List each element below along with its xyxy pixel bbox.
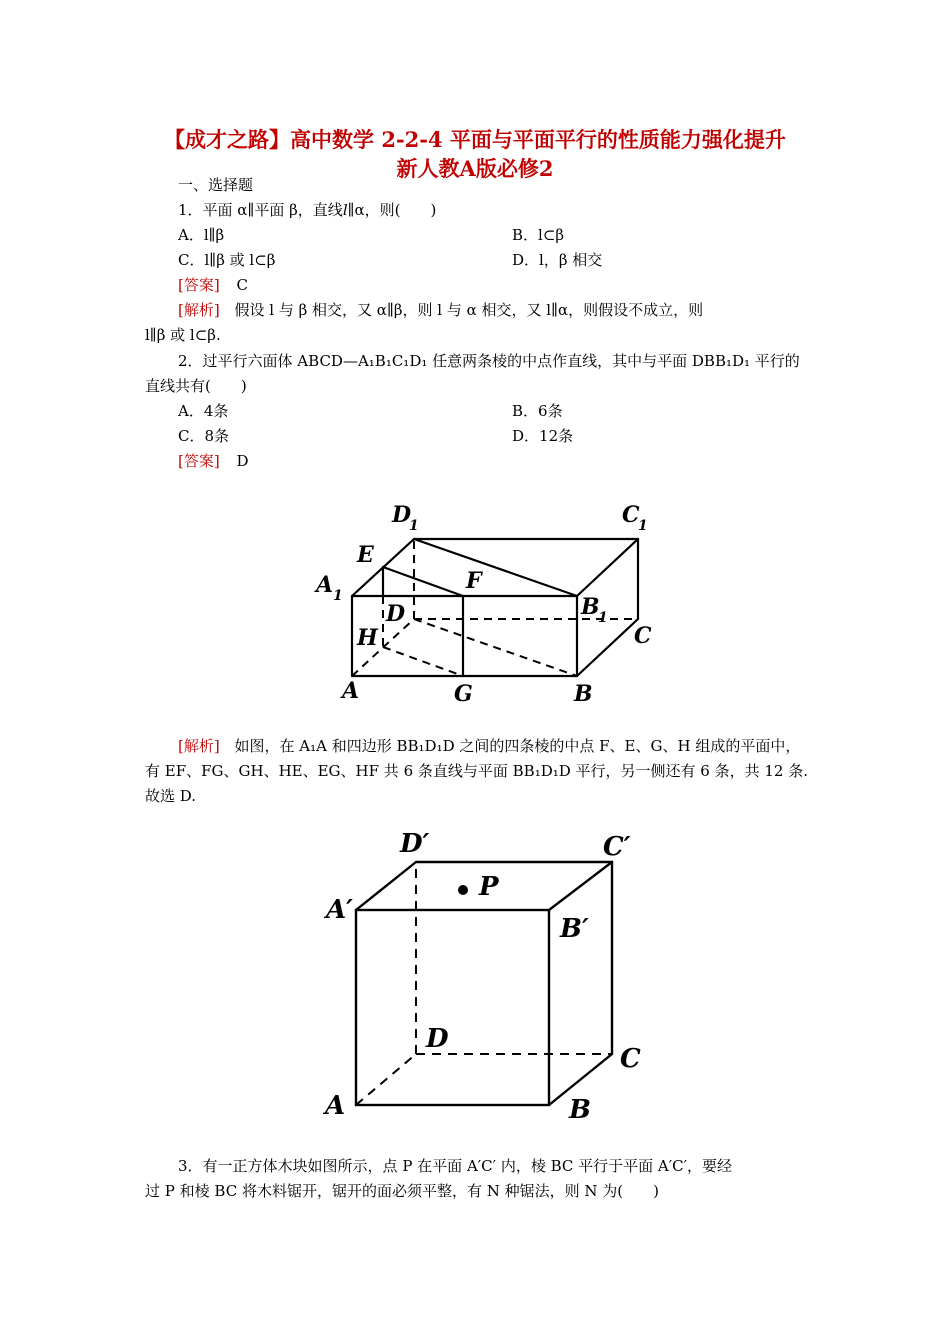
- q1-analysis-line2: l∥β 或 l⊂β.: [145, 326, 221, 344]
- q3-stem-line2: 过 P 和棱 BC 将木料锯开，锯开的面必须平整，有 N 种锯法，则 N 为( ): [145, 1182, 659, 1200]
- q1-analysis: [178, 299, 703, 320]
- document-title-line1: 【成才之路】高中数学 2-2-4 平面与平面平行的性质能力强化提升: [164, 127, 786, 152]
- label-a: A: [342, 678, 360, 704]
- label-d: D: [386, 601, 406, 627]
- q2-analysis: [178, 735, 800, 756]
- q2-option-a: A．4条: [178, 402, 229, 420]
- label-c-prime: C′: [603, 832, 631, 862]
- q1-stem-post: ∥α，则( ): [347, 201, 437, 219]
- q2-option-b: B．6条: [512, 402, 563, 420]
- label-b-prime: B′: [560, 914, 589, 944]
- label-a1: A: [316, 572, 334, 598]
- label-d: D: [426, 1024, 449, 1054]
- q1-option-d: D．l，β 相交: [512, 251, 603, 269]
- q1-option-a: A．l∥β: [178, 226, 225, 244]
- label-p: P: [479, 872, 499, 902]
- hidden-edge-a-d: [356, 1054, 416, 1105]
- label-c1-sub: 1: [638, 518, 648, 534]
- q1-answer: [178, 274, 248, 295]
- label-d1-sub: 1: [409, 518, 419, 534]
- q2-analysis-line3: 故选 D.: [145, 787, 197, 805]
- q1-answer-value: C: [236, 276, 248, 294]
- q2-analysis-text: 如图，在 A₁A 和四边形 BB₁D₁D 之间的四条棱的中点 F、E、G、H 组成的平面中，: [234, 737, 801, 755]
- label-b1-sub: 1: [598, 610, 608, 626]
- q2-analysis-line2: 有 EF、FG、GH、HE、EG、HF 共 6 条直线与平面 BB₁D₁D 平行，另一侧还有 6 条，共 12 条.: [145, 762, 809, 780]
- label-b: B: [574, 681, 593, 707]
- label-h: H: [357, 625, 378, 651]
- q2-analysis-tag: [解析]: [178, 737, 220, 755]
- label-e: E: [357, 542, 374, 568]
- figure-cube: [0, 820, 950, 1140]
- q2-option-d: D．12条: [512, 427, 574, 445]
- label-g: G: [454, 681, 473, 707]
- q1-answer-tag: [答案]: [178, 276, 220, 294]
- edge-b1-c1: [549, 862, 612, 910]
- label-a1-sub: 1: [333, 588, 343, 604]
- section-heading: 一、选择题: [178, 176, 254, 194]
- label-d1: D: [392, 502, 412, 528]
- label-c1: C: [622, 502, 640, 528]
- q1-option-b: B．l⊂β: [512, 226, 565, 244]
- q1-analysis-text: 假设 l 与 β 相交，又 α∥β，则 l 与 α 相交，又 l∥α，则假设不成立，则: [234, 301, 704, 319]
- q2-stem-line2: 直线共有( ): [145, 377, 247, 395]
- figure-parallelepiped: [0, 490, 950, 720]
- edge-b-c: [577, 619, 638, 676]
- q1-stem: [178, 199, 436, 220]
- label-b: B: [569, 1095, 591, 1125]
- label-b1: B: [581, 594, 600, 620]
- edge-a1-d1: [356, 862, 416, 910]
- q2-option-c: C．8条: [178, 427, 230, 445]
- q1-stem-var: l: [342, 201, 348, 219]
- document-title-line2: 新人教A版必修2: [396, 156, 554, 181]
- q2-stem-line1: 2．过平行六面体 ABCD—A₁B₁C₁D₁ 任意两条棱的中点作直线，其中与平面 DBB₁D₁ 平行的: [178, 352, 800, 370]
- label-f: F: [466, 568, 482, 594]
- label-a: A: [325, 1091, 346, 1121]
- point-p: [458, 885, 468, 895]
- q2-answer: [178, 450, 249, 471]
- hidden-edge-h-g: [383, 647, 463, 676]
- q1-analysis-tag: [解析]: [178, 301, 220, 319]
- q1-stem-pre: 1．平面 α∥平面 β，直线: [178, 201, 343, 219]
- label-a-prime: A′: [326, 895, 354, 925]
- label-c: C: [634, 623, 652, 649]
- edge-e-f: [383, 567, 463, 596]
- q1-option-c: C．l∥β 或 l⊂β: [178, 251, 276, 269]
- cube-front-face: [356, 910, 549, 1105]
- label-d-prime: D′: [400, 829, 430, 859]
- q2-answer-value: D: [236, 452, 249, 470]
- label-c: C: [620, 1044, 641, 1074]
- edge-b1-c1: [577, 539, 638, 596]
- q3-stem-line1: 3．有一正方体木块如图所示，点 P 在平面 A′C′ 内，棱 BC 平行于平面 A′C′，要经: [178, 1157, 733, 1175]
- q2-answer-tag: [答案]: [178, 452, 220, 470]
